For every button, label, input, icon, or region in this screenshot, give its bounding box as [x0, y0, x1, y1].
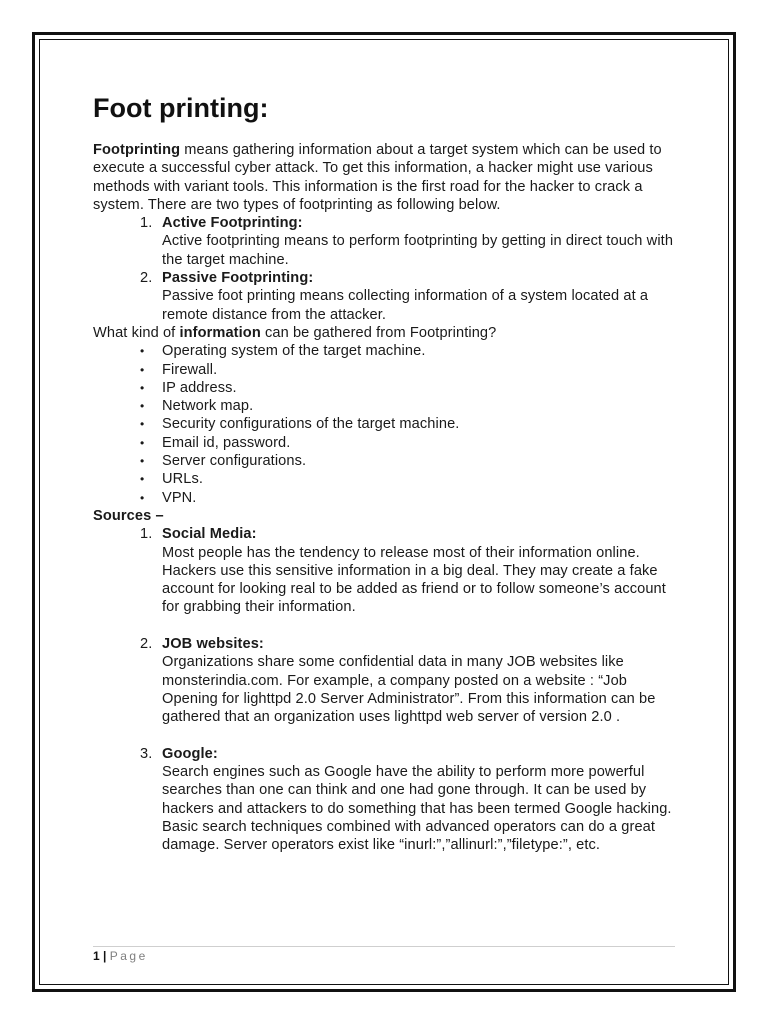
info-items-list — [93, 342, 683, 507]
bullet-icon: • — [140, 344, 145, 359]
intro-text: means gathering information about a target system which can be used to execute a successful cyber attack. To get this information, a hacker might use various methods with variant tools. This information is the first road for the hacker to crack a system. There are two types of footprinting as following below. — [93, 142, 662, 213]
list-item-text: Operating system of the target machine. — [162, 343, 426, 360]
bullet-icon: • — [140, 362, 145, 377]
list-item — [93, 379, 683, 397]
list-item-title: Google: — [162, 745, 218, 762]
bullet-icon: • — [140, 454, 145, 469]
list-item — [93, 489, 683, 507]
list-item-title: Social Media: — [162, 526, 257, 543]
list-item — [93, 434, 683, 452]
list-item-text: URLs. — [162, 471, 204, 488]
list-item-desc: Passive foot printing means collecting information of a system located at a remote distance from the attacker. — [162, 288, 649, 323]
question-bold: information — [179, 324, 261, 341]
question-line — [93, 324, 683, 342]
list-item — [93, 452, 683, 470]
bullet-icon: • — [140, 380, 145, 395]
list-number: 2. — [140, 270, 153, 287]
list-item-title: JOB websites: — [162, 636, 264, 653]
list-item — [93, 745, 683, 855]
list-item-text: Firewall. — [162, 361, 218, 378]
bullet-icon: • — [140, 435, 145, 450]
bullet-icon: • — [140, 490, 145, 505]
list-item-text: Security configurations of the target machine. — [162, 416, 460, 433]
page-label: Page — [109, 949, 148, 963]
intro-lead: Footprinting — [93, 142, 181, 158]
list-item-text: Network map. — [162, 398, 254, 415]
page-number: 1 — [93, 949, 100, 963]
question-post: can be gathered from Footprinting? — [260, 324, 497, 341]
sources-list — [93, 525, 683, 854]
document-title: Foot printing: — [93, 93, 269, 123]
footer-separator: | — [103, 949, 107, 963]
list-item — [93, 361, 683, 379]
bullet-icon: • — [140, 399, 145, 414]
list-item-text: Server configurations. — [162, 453, 307, 470]
list-item-text: VPN. — [162, 489, 197, 506]
list-number: 3. — [140, 745, 153, 762]
sources-heading: Sources – — [93, 507, 164, 524]
bullet-icon: • — [140, 472, 145, 487]
list-number: 1. — [140, 526, 153, 543]
footer-divider — [93, 946, 675, 947]
list-item — [93, 342, 683, 360]
list-item-desc: Most people has the tendency to release most of their information online. Hackers use this sensitive information in a big deal. They may create a fake account for looking real to be added as friend or to follow someone’s account for grabbing their information. — [162, 544, 666, 616]
document-body — [93, 90, 683, 855]
list-item-title: Active Footprinting: — [162, 215, 303, 232]
page-footer — [93, 948, 148, 964]
list-number: 1. — [140, 215, 153, 232]
list-item — [93, 470, 683, 488]
footprinting-types-list — [93, 214, 683, 324]
spacer — [93, 617, 683, 635]
list-number: 2. — [140, 636, 153, 653]
list-item — [93, 635, 683, 726]
question-pre: What kind of — [93, 324, 180, 341]
spacer — [93, 727, 683, 745]
list-item — [93, 397, 683, 415]
list-item-desc: Active footprinting means to perform footprinting by getting in direct touch with the target machine. — [162, 233, 674, 268]
list-item — [93, 525, 683, 616]
list-item-desc: Search engines such as Google have the ability to perform more powerful searches than one can think and one had gone through. It can be used by hackers and attackers to do something that has been termed Google hacking. Basic search techniques combined with advanced operators can do a great damage. Server operators exist like “inurl:”,”allinurl:”,”filetype:”, etc. — [162, 764, 672, 854]
intro-paragraph — [93, 141, 683, 214]
list-item — [93, 269, 683, 324]
list-item — [93, 415, 683, 433]
list-item-text: IP address. — [162, 379, 237, 396]
list-item-desc: Organizations share some confidential data in many JOB websites like monsterindia.com. For example, a company posted on a website : “Job Opening for lighttpd 2.0 Server Administrator”. From this information can be gathered that an organization uses lighttpd web server of version 2.0 . — [162, 654, 656, 726]
list-item — [93, 214, 683, 269]
list-item-text: Email id, password. — [162, 434, 291, 451]
list-item-title: Passive Footprinting: — [162, 270, 314, 287]
bullet-icon: • — [140, 417, 145, 432]
